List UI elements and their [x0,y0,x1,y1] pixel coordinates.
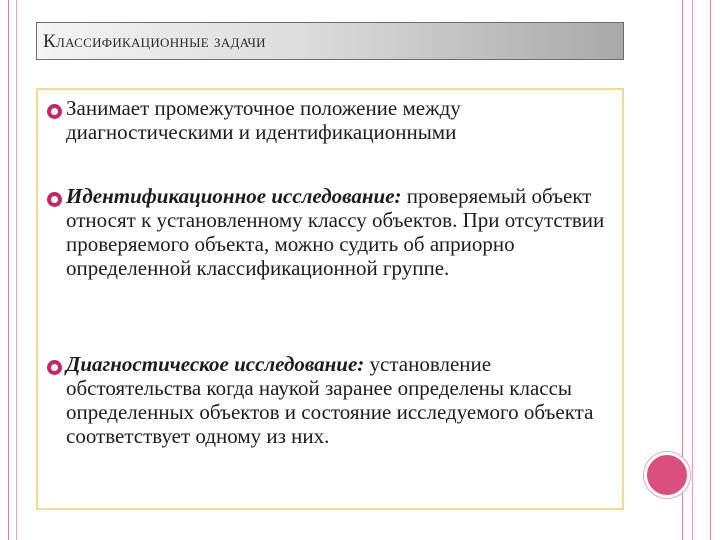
content-frame [36,88,624,510]
bullet-body: проверяемый объект относят к установленному классу объектов. При отсутствии проверяемого объекта, можно судить об априорно определенной классификационной группе. [66,184,605,280]
bullet-lead: Идентификационное исследование: [66,184,402,208]
bullet-icon [47,192,62,207]
bullet-icon [47,360,62,375]
bullet-text [66,352,616,448]
decor-line-right-mid [692,0,693,540]
bullet-body: установление обстоятельства когда наукой заранее определены классы определенных объектов и состояние исследуемого объекта соответствует одному из них. [66,352,594,448]
decor-line-left-inner [16,0,17,540]
bullet-lead: Диагностическое исследование: [66,352,365,376]
decor-line-left [8,0,9,540]
slide-title: Классификационные задачи [43,31,266,52]
bullet-icon [47,104,62,119]
title-bar [36,22,624,60]
bullet-text [66,96,616,144]
bullet-body: Занимает промежуточное положение между диагностическими и идентификационными [66,96,461,144]
decor-dot [644,452,690,498]
bullet-text [66,184,616,280]
decor-line-right-outer [710,0,711,540]
